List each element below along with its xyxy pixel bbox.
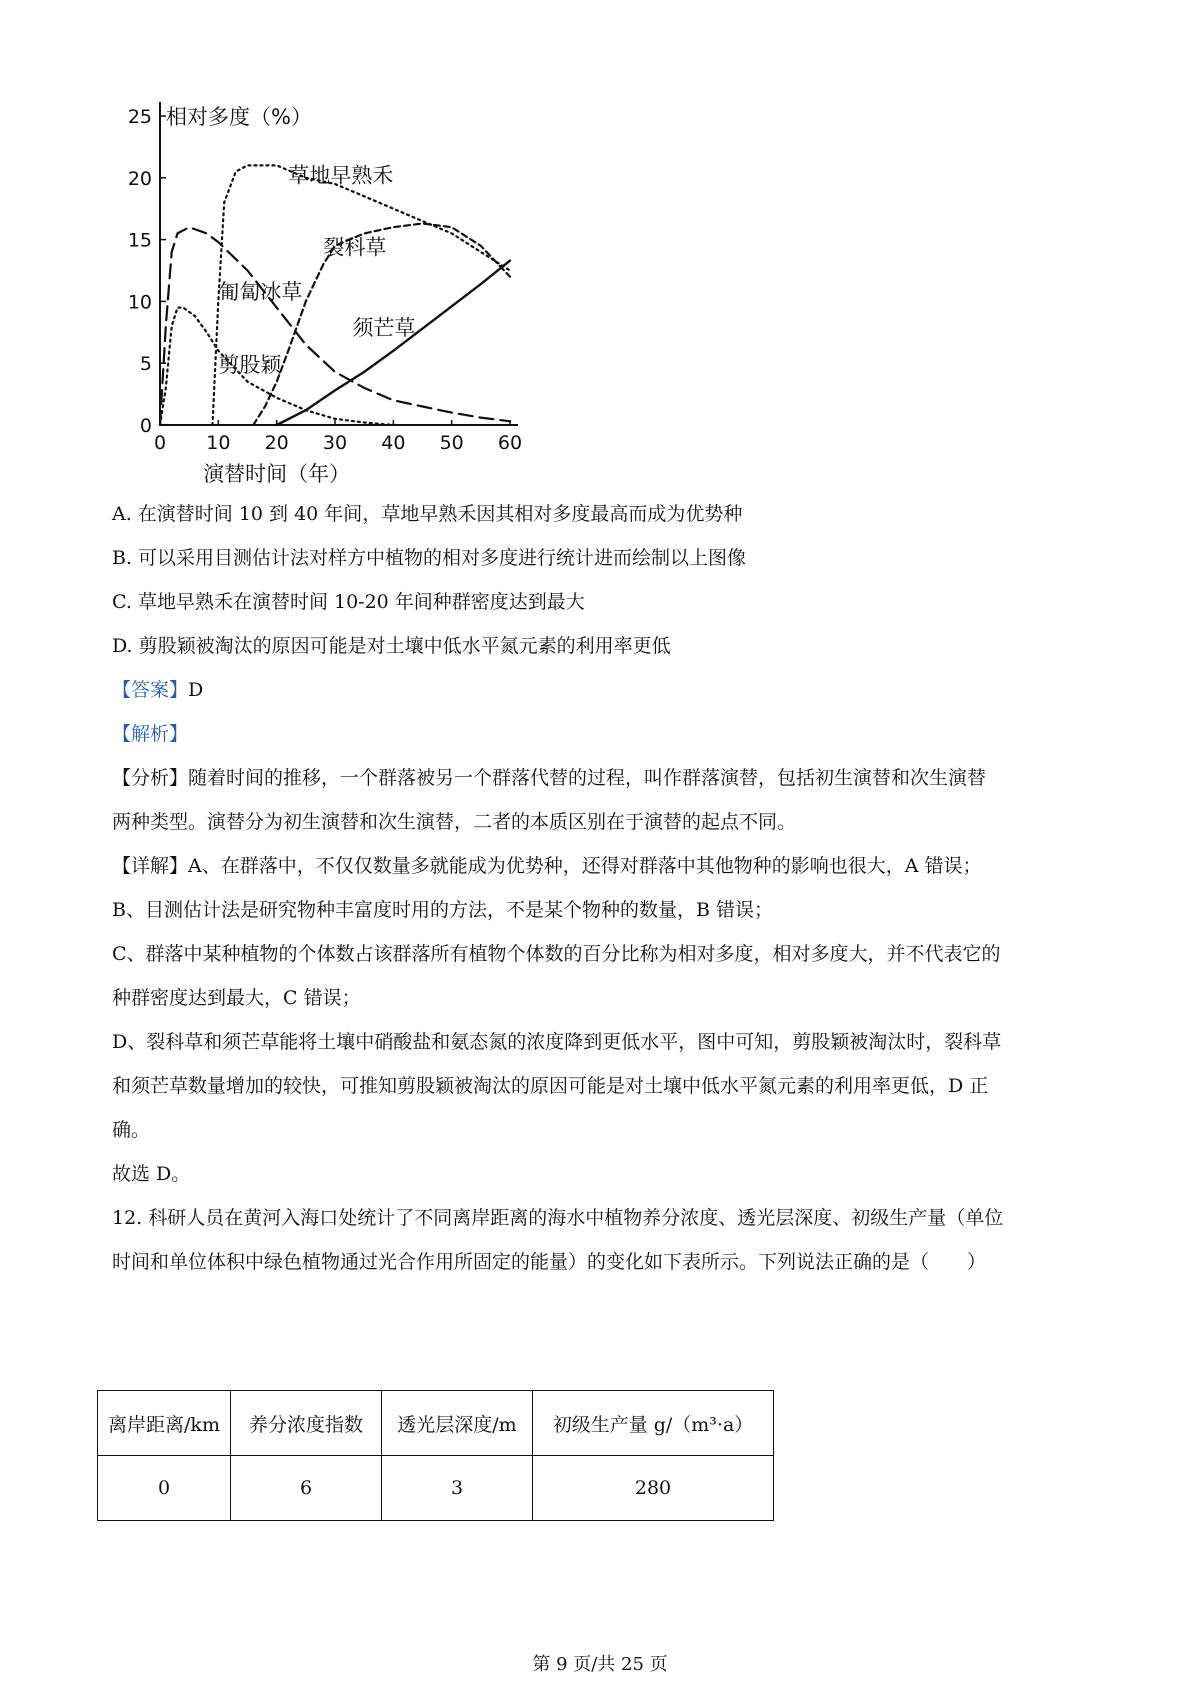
answer-tag: 【答案】 (112, 679, 189, 701)
y-axis-label: 相对多度（%） (166, 105, 312, 129)
table-header-cell: 透光层深度/m (382, 1391, 533, 1456)
analysis-tag: 【解析】 (112, 723, 189, 745)
series-line-5 (277, 261, 510, 425)
question-12-line-1: 12. 科研人员在黄河入海口处统计了不同离岸距离的海水中植物养分浓度、透光层深度、初级生产量（单位 (112, 1207, 1004, 1229)
explanation-line-2: 两种类型。演替分为初生演替和次生演替，二者的本质区别在于演替的起点不同。 (112, 811, 797, 833)
chart-svg (128, 92, 588, 532)
x-tick-label: 50 (439, 432, 464, 454)
series-label-4: 剪股颖 (218, 352, 282, 377)
y-tick-label: 5 (139, 353, 152, 376)
explanation-line-6: 种群密度达到最大，C 错误； (112, 987, 361, 1009)
series-label-3: 匍匐冰草 (218, 279, 303, 304)
x-tick-label: 0 (153, 432, 167, 454)
page-footer: 第 9 页/共 25 页 (532, 1654, 668, 1675)
table-header-row (98, 1391, 774, 1456)
relative-abundance-chart (128, 92, 588, 532)
x-tick-label: 20 (264, 432, 289, 454)
table-header-cell: 养分浓度指数 (231, 1391, 382, 1456)
explanation-line-3: 【详解】A、在群落中，不仅仅数量多就能成为优势种，还得对群落中其他物种的影响也很大，A 错误； (112, 855, 982, 877)
table-cell: 3 (382, 1456, 533, 1521)
series-label-2: 裂科草 (323, 235, 387, 260)
series-label-1: 草地早熟禾 (288, 163, 394, 188)
x-tick-label: 60 (497, 432, 523, 454)
data-table (97, 1390, 774, 1521)
explanation-line-5: C、群落中某种植物的个体数占该群落所有植物个体数的百分比称为相对多度，相对多度大，并不代表它的 (112, 943, 1001, 965)
table-cell: 0 (98, 1456, 231, 1521)
table-header-cell: 初级生产量 g/（m³·a） (533, 1391, 774, 1456)
explanation-line-8: 和须芒草数量增加的较快，可推知剪股颖被淘汰的原因可能是对土壤中低水平氮元素的利用率更低，D 正 (112, 1075, 989, 1097)
y-tick-label: 25 (128, 106, 152, 128)
y-tick-label: 0 (139, 415, 152, 437)
answer-line (112, 676, 1102, 704)
question-12-line-2: 时间和单位体积中绿色植物通过光合作用所固定的能量）的变化如下表所示。下列说法正确的是（ ） (112, 1251, 987, 1273)
option-c: C. 草地早熟禾在演替时间 10-20 年间种群密度达到最大 (112, 591, 585, 613)
y-tick-label: 20 (128, 167, 152, 190)
explanation-line-7: D、裂科草和须芒草能将土壤中硝酸盐和氨态氮的浓度降到更低水平，图中可知，剪股颖被淘汰时，裂科草 (112, 1031, 1002, 1053)
x-tick-label: 10 (206, 432, 231, 454)
y-tick-label: 10 (128, 291, 152, 314)
option-a: A. 在演替时间 10 到 40 年间，草地早熟禾因其相对多度最高而成为优势种 (112, 503, 743, 525)
conclusion-line: 故选 D。 (112, 1163, 191, 1185)
table-row (98, 1456, 774, 1521)
x-tick-label: 40 (381, 432, 406, 454)
series-label-5: 须芒草 (352, 315, 416, 340)
y-tick-label: 15 (128, 229, 152, 252)
answer-value: D (188, 679, 204, 701)
explanation-line-4: B、目测估计法是研究物种丰富度时用的方法，不是某个物种的数量，B 错误； (112, 899, 773, 921)
table-header-cell: 离岸距离/km (98, 1391, 231, 1456)
option-d: D. 剪股颖被淘汰的原因可能是对土壤中低水平氮元素的利用率更低 (112, 635, 671, 657)
option-b: B. 可以采用目测估计法对样方中植物的相对多度进行统计进而绘制以上图像 (112, 547, 747, 569)
explanation-line-1: 【分析】随着时间的推移，一个群落被另一个群落代替的过程，叫作群落演替，包括初生演替和次生演替 (112, 767, 987, 789)
x-axis-label: 演替时间（年） (203, 462, 351, 486)
table-cell: 280 (533, 1456, 774, 1521)
table-cell: 6 (231, 1456, 382, 1521)
explanation-line-9: 确。 (112, 1119, 151, 1141)
x-tick-label: 30 (322, 432, 348, 454)
